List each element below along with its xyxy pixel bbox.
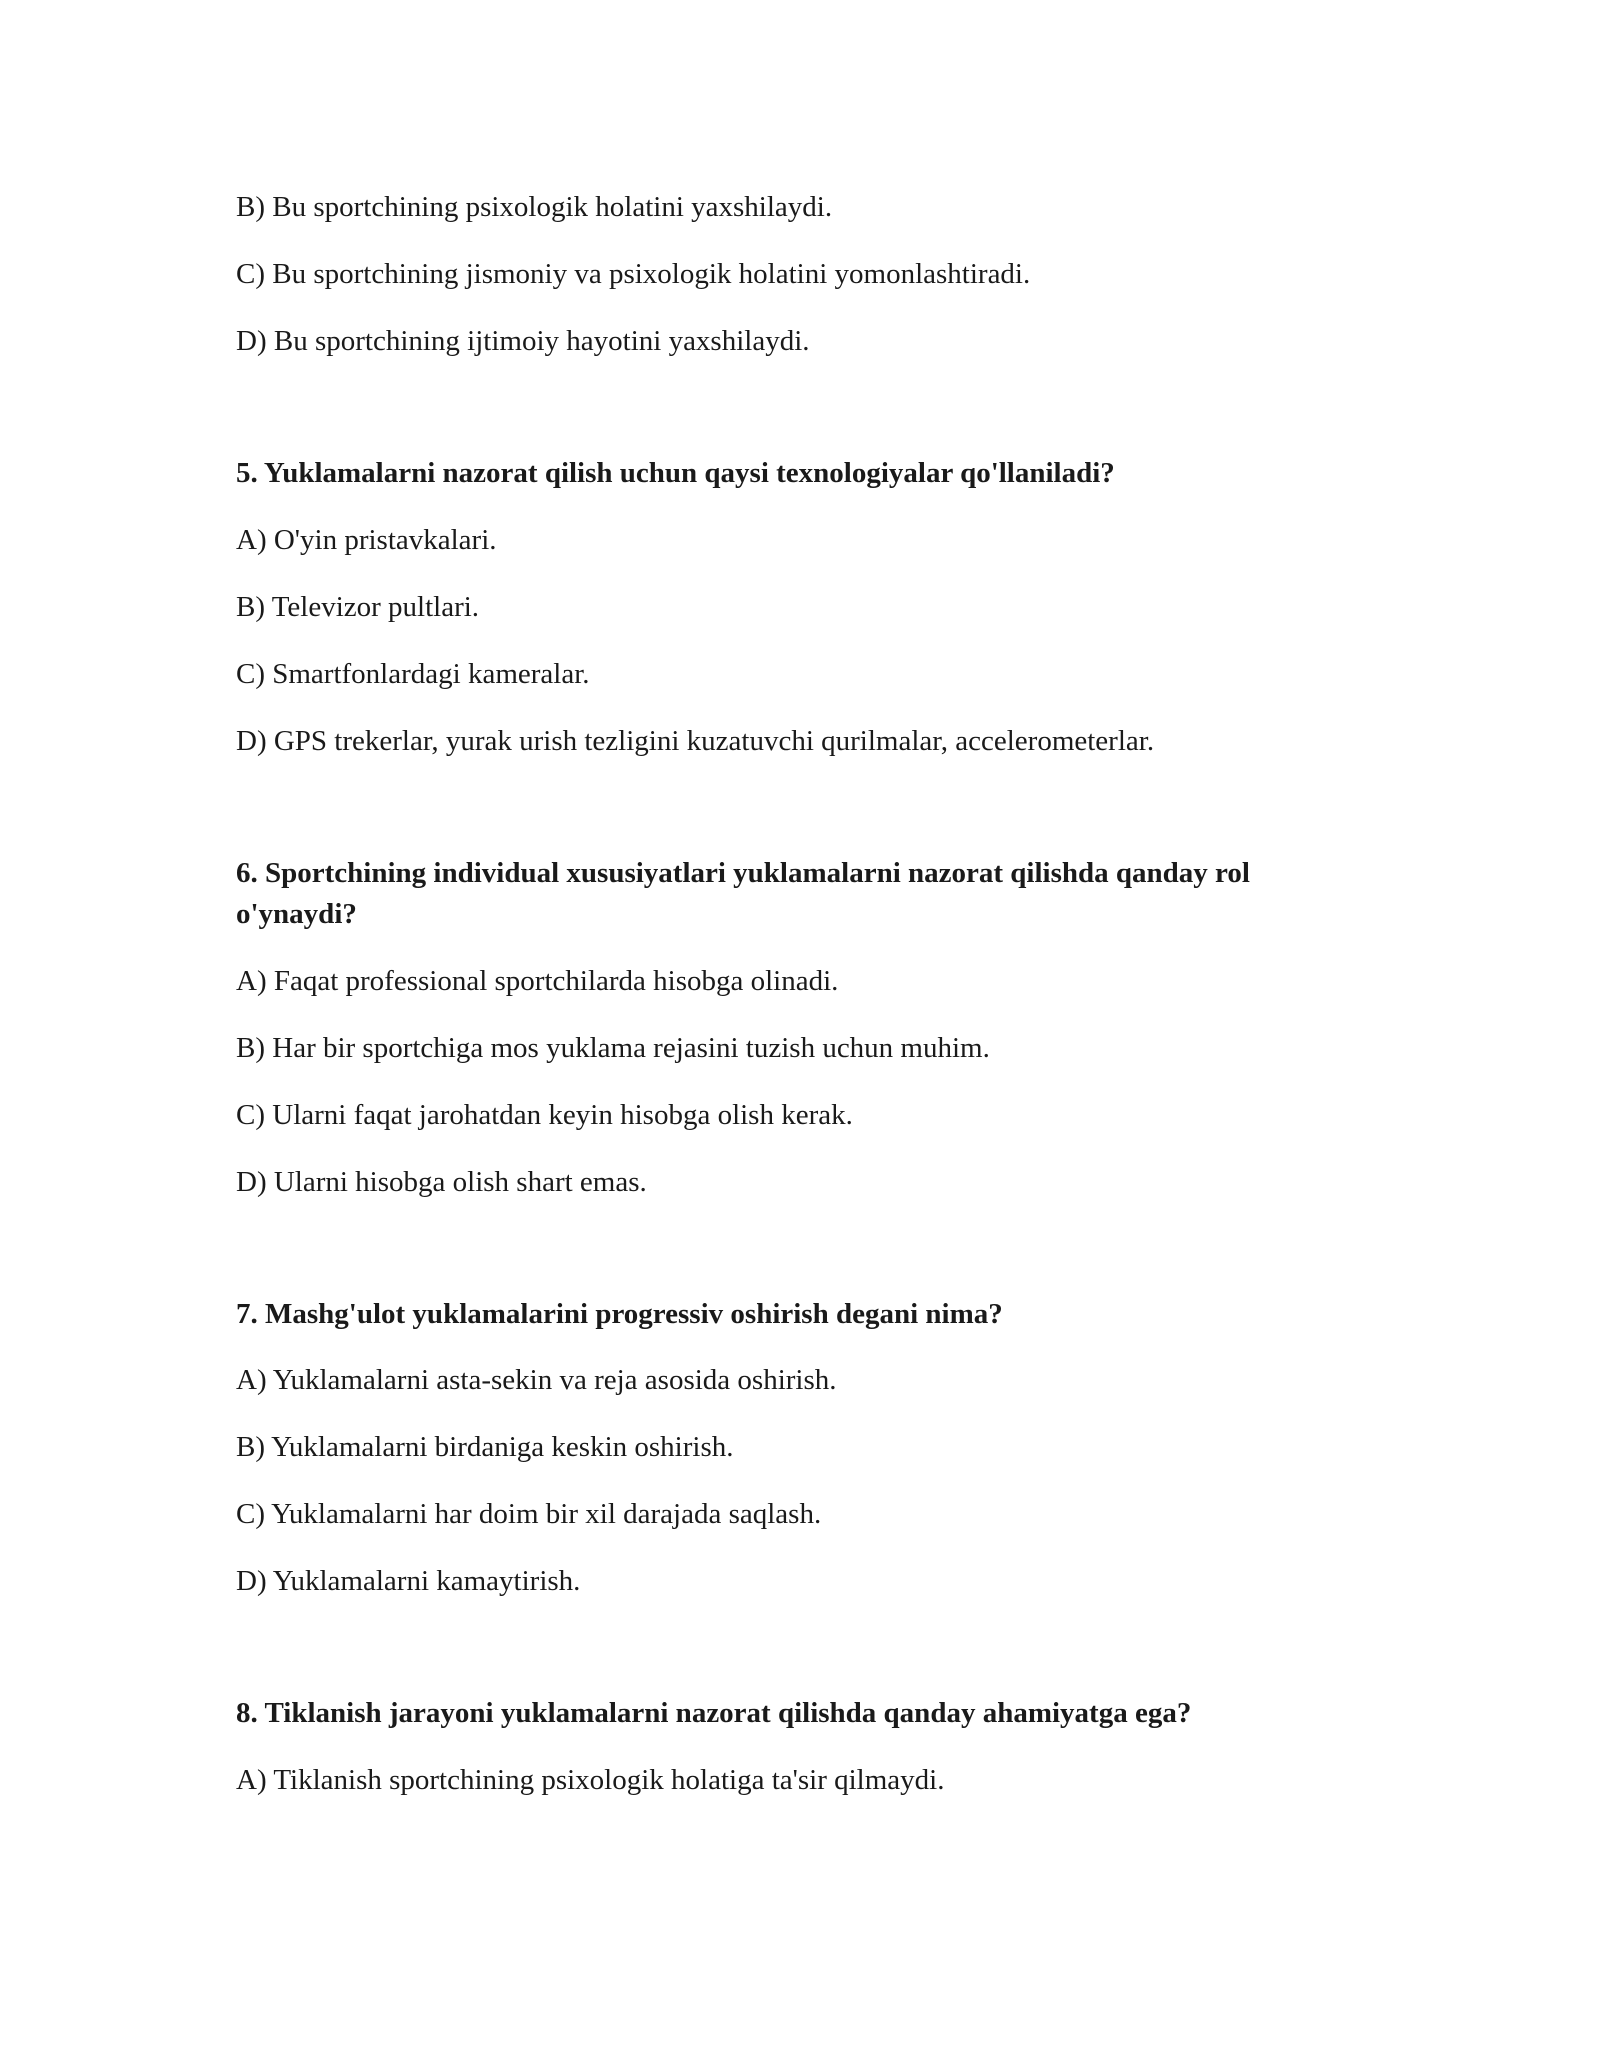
- q7-option-b: B) Yuklamalarni birdaniga keskin oshirish.: [236, 1431, 734, 1463]
- q5-option-a: A) O'yin pristavkalari.: [236, 524, 497, 556]
- q5-option-b: B) Televizor pultlari.: [236, 591, 480, 623]
- q6-option-b: B) Har bir sportchiga mos yuklama rejasini tuzish uchun muhim.: [236, 1032, 990, 1064]
- q7-option-d: D) Yuklamalarni kamaytirish.: [236, 1565, 581, 1597]
- q7-option-c: C) Yuklamalarni har doim bir xil darajada saqlash.: [236, 1498, 822, 1530]
- question-5: 5. Yuklamalarni nazorat qilish uchun qaysi texnologiyalar qo'llaniladi?: [236, 457, 1115, 489]
- option-b: B) Bu sportchining psixologik holatini yaxshilaydi.: [236, 191, 833, 223]
- option-d: D) Bu sportchining ijtimoiy hayotini yaxshilaydi.: [236, 325, 810, 357]
- question-6-line-2: o'ynaydi?: [236, 898, 357, 930]
- option-c: C) Bu sportchining jismoniy va psixologik holatini yomonlashtiradi.: [236, 258, 1031, 290]
- q6-option-d: D) Ularni hisobga olish shart emas.: [236, 1166, 647, 1198]
- q6-option-c: C) Ularni faqat jarohatdan keyin hisobga olish kerak.: [236, 1099, 853, 1131]
- q5-option-c: C) Smartfonlardagi kameralar.: [236, 658, 590, 690]
- q5-option-d: D) GPS trekerlar, yurak urish tezligini kuzatuvchi qurilmalar, accelerometerlar.: [236, 725, 1155, 757]
- question-6-line-1: 6. Sportchining individual xususiyatlari yuklamalarni nazorat qilishda qanday rol: [236, 857, 1250, 889]
- q6-option-a: A) Faqat professional sportchilarda hisobga olinadi.: [236, 965, 839, 997]
- q8-option-a: A) Tiklanish sportchining psixologik holatiga ta'sir qilmaydi.: [236, 1764, 945, 1796]
- question-7: 7. Mashg'ulot yuklamalarini progressiv oshirish degani nima?: [236, 1298, 1003, 1330]
- question-8: 8. Tiklanish jarayoni yuklamalarni nazorat qilishda qanday ahamiyatga ega?: [236, 1697, 1192, 1729]
- q7-option-a: A) Yuklamalarni asta-sekin va reja asosida oshirish.: [236, 1364, 837, 1396]
